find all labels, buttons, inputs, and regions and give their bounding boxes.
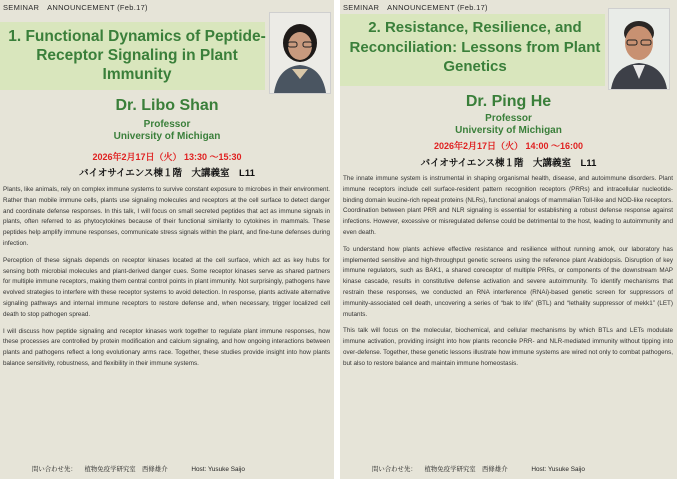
seminar-poster-right <box>340 0 677 479</box>
contact-label: 問い合わせ先： <box>372 466 417 473</box>
seminar-date-time: 2026年2月17日（火） 13:30 ～15:30 <box>92 152 242 162</box>
talk-title: 2. Resistance, Resilience, and Reconciliation: Lessons from Plant Genetics <box>349 19 601 75</box>
contact-line <box>372 464 591 473</box>
speaker-title: Professor <box>485 113 532 124</box>
seminar-date-time: 2026年2月17日（火） 14:00 ～16:00 <box>433 141 584 151</box>
abstract-paragraph: Perception of these signals depends on receptor kinases located at the cell surface, which act as key hubs for sensing both microbial molecules and plant-derived danger cues. Some receptor kinases serve as shared partners for multiple immune receptors, making them central control points in plant immunity. Not surprisingly, pathogens have evolved strategies to interfere with these receptor systems to avoid detection. In response, plants activate alternative signaling pathways and internal immune receptors to restore defense and, when necessary, trigger localized cell death to stop pathogen spread. <box>3 256 330 318</box>
abstract-paragraph: I will discuss how peptide signaling and receptor kinases work together to regulate plant immune responses, how these processes are controlled by protein modification and calcium signaling, and how ongoing interactions between plants and pathogens reflect a long evolutionary arms race. Together, these studies provide insight into how plants balance sensitivity, robustness, and flexibility in their immune systems. <box>3 327 330 367</box>
abstract <box>343 174 673 376</box>
speaker-name: Dr. Libo Shan <box>115 97 219 114</box>
seminar-poster-left <box>0 0 334 479</box>
abstract-paragraph: The innate immune system is instrumental in shaping organismal health, disease, and autoimmune disorders. Plant immune receptors include cell surface-resident pattern recognition receptors (PRRs) and intracellular nucleotide-binding domain leucine-rich repeat proteins (NLRs), functional analogs of mammalian Toll-like and NOD-like receptors. Coordination between plant PRR and NLR signaling is essential for establishing a robust defense response against infections. However, excessive or misregulated defense could be detrimental to the host, leading to autoimmunity and even death. <box>343 175 673 236</box>
announcement-header: SEMINAR ANNOUNCEMENT (Feb.17) <box>3 3 148 12</box>
seminar-venue: バイオサイエンス棟１階 大講義室 L11 <box>79 168 255 179</box>
speaker-affiliation: University of Michigan <box>113 131 221 142</box>
speaker-title: Professor <box>143 119 191 130</box>
abstract-paragraph: To understand how plants achieve effective resistance and resilience without running amok, our laboratory has implemented sensitive and high-throughput genetic screens using the reference plant Arabidopsis. Disruption of key immune regulators, such as BAK1, a shared coreceptor of multiple PRRs, or components of the downstream MAP kinase cascade, results in constitutive defense activation and severe autoimmunity. To identify mechanisms that restrain these responses, we conducted an RNA interference (RNAi)-based genetic screen for suppressors of immunity-associated cell death, uncovering a series of “bak to life” (BTL) and “lethality suppressor of mekk1” (LET) mutants. <box>343 245 673 318</box>
abstract-paragraph: This talk will focus on the molecular, biochemical, and cellular mechanisms by which BTLs and LETs modulate immune activation, providing insight into how plants reconcile PRR- and NLR-mediated immunity without tipping into over-defense. Together, these genetic lessons illustrate how immune systems are wired not only to combat pathogens, but also to restore balance and maintain immune homeostasis. <box>343 327 673 367</box>
speaker-affiliation: University of Michigan <box>455 125 562 136</box>
announcement-header: SEMINAR ANNOUNCEMENT (Feb.17) <box>343 3 488 12</box>
contact-lab: 植物免疫学研究室 西條雄介 <box>84 466 168 473</box>
speaker-photo <box>269 12 331 94</box>
contact-label: 問い合わせ先： <box>32 466 77 473</box>
speaker-photo <box>608 8 670 90</box>
talk-title: 1. Functional Dynamics of Peptide-Receptor Signaling in Plant Immunity <box>8 28 266 83</box>
seminar-venue: バイオサイエンス棟１階 大講義室 L11 <box>420 158 597 169</box>
abstract-paragraph: Plants, like animals, rely on complex immune systems to survive constant exposure to microbes in their environment. Rather than mobile immune cells, plants use signaling molecules and receptors at the cell surface to detect danger and coordinate defense responses. In this talk, I will focus on small secreted peptides that act as immune signals in plants, often referred to as phytocytokines because of their functional similarity to cytokines in mammals. These peptides help amplify immune responses, communicate stress signals within the plant, and fine-tune defenses during infection. <box>3 186 330 247</box>
speaker-name: Dr. Ping He <box>465 93 552 110</box>
host-name: Host: Yusuke Saijo <box>531 466 585 473</box>
contact-lab: 植物免疫学研究室 西條雄介 <box>424 466 508 473</box>
host-name: Host: Yusuke Saijo <box>191 466 245 473</box>
abstract <box>3 185 330 376</box>
contact-line <box>32 464 251 473</box>
